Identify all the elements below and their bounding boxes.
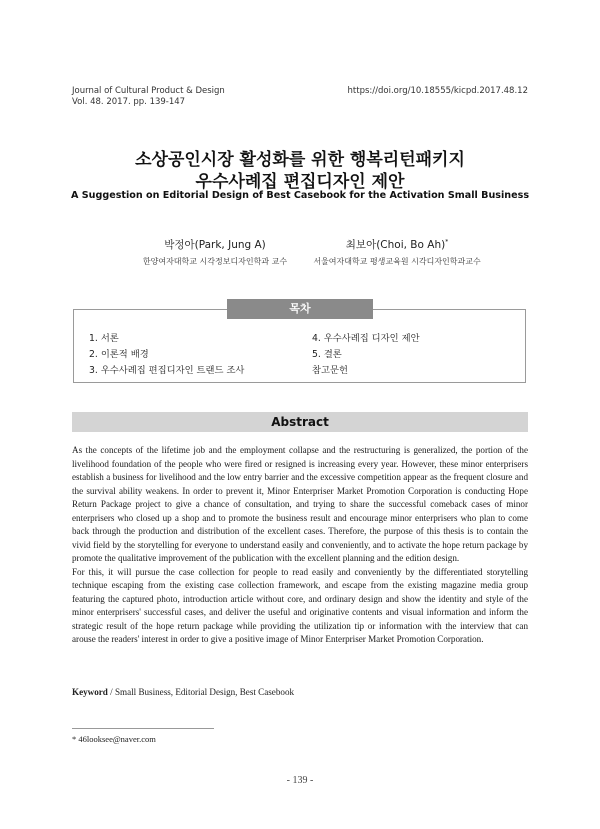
doi-link[interactable]: https://doi.org/10.18555/kicpd.2017.48.12 — [347, 86, 528, 96]
abstract-body — [72, 444, 528, 647]
author-1-affiliation: 한양여자대학교 시각정보디자인학과 교수 — [142, 257, 288, 266]
footnote-email: * 46looksee@naver.com — [72, 734, 156, 744]
toc-item[interactable]: 1. 서론 — [89, 333, 119, 344]
toc-item[interactable]: 2. 이론적 배경 — [89, 349, 149, 360]
keyword-values: / Small Business, Editorial Design, Best Casebook — [107, 687, 295, 697]
abstract-heading: Abstract — [72, 412, 528, 432]
english-title: A Suggestion on Editorial Design of Best Casebook for the Activation Small Business — [70, 190, 530, 201]
keyword-label: Keyword — [72, 687, 108, 697]
author-1-name: 박정아(Park, Jung A) — [164, 239, 266, 251]
journal-name: Journal of Cultural Product & Design — [72, 86, 225, 96]
author-2-name: 최보아(Choi, Bo Ah)* — [345, 238, 449, 251]
keywords — [72, 687, 294, 697]
toc-item[interactable]: 4. 우수사례집 디자인 제안 — [312, 333, 420, 344]
toc-item[interactable]: 5. 결론 — [312, 349, 342, 360]
toc-item[interactable]: 참고문헌 — [312, 365, 348, 376]
toc-right-column — [312, 331, 420, 379]
page-number: - 139 - — [286, 775, 314, 786]
toc-left-column — [89, 331, 244, 379]
korean-title-line-2: 우수사례집 편집디자인 제안 — [195, 172, 405, 192]
toc-heading: 목차 — [227, 299, 373, 319]
journal-header — [72, 86, 225, 108]
korean-title-line-1: 소상공인시장 활성화를 위한 행복리턴패키지 — [135, 150, 465, 170]
abstract-paragraph-1: As the concepts of the lifetime job and the employment collapse and the restructuring is generalized, the portion of the livelihood foundation of the people who were fired or resigned is increasing every year. However, these minor enterprisers establish a business for livelihood and the low entry barrier and the excessive competition appear as the frequent closure and the survival ability weakens. In order to prevent it, Minor Enterpriser Market Promotion Corporation is conducting Hope Return Package project to give a chance of consultation, and trying to share the successful comeback cases of minor enterprisers who closed up a shop and to promote the business result and encourage minor enterprisers who plan to come back through the production and distribution of the excellent cases. Therefore, the purpose of this thesis is to contain the vivid field by the storytelling for everyone to understand easily and conveniently, and to activate the hope return package by promote the qualitative improvement of the publication with the excellent planning and the edition design. — [72, 445, 528, 563]
abstract-paragraph-2: For this, it will pursue the case collection for people to read easily and conveniently by the differentiated storytelling technique escaping from the existing case collection framework, and escape from the existing magazine media group featuring the captured photo, introduction article without core, and ordinary design and show the identity and style of the minor enterprisers' successful cases, and deliver the useful and originative contents and visual information and inform the strategic result of the hope return package while providing the utilization tip or information with the interview that can arouse the readers' interest in order to give a positive image of Minor Enterpriser Market Promotion Corporation. — [72, 566, 528, 644]
journal-volume: Vol. 48. 2017. pp. 139-147 — [72, 97, 186, 107]
author-2-affiliation: 서울여자대학교 평생교육원 시각디자인학과교수 — [313, 257, 481, 266]
corresponding-mark: * — [445, 238, 449, 246]
footnote-divider — [72, 728, 214, 729]
toc-item[interactable]: 3. 우수사례집 편집디자인 트랜드 조사 — [89, 365, 245, 376]
